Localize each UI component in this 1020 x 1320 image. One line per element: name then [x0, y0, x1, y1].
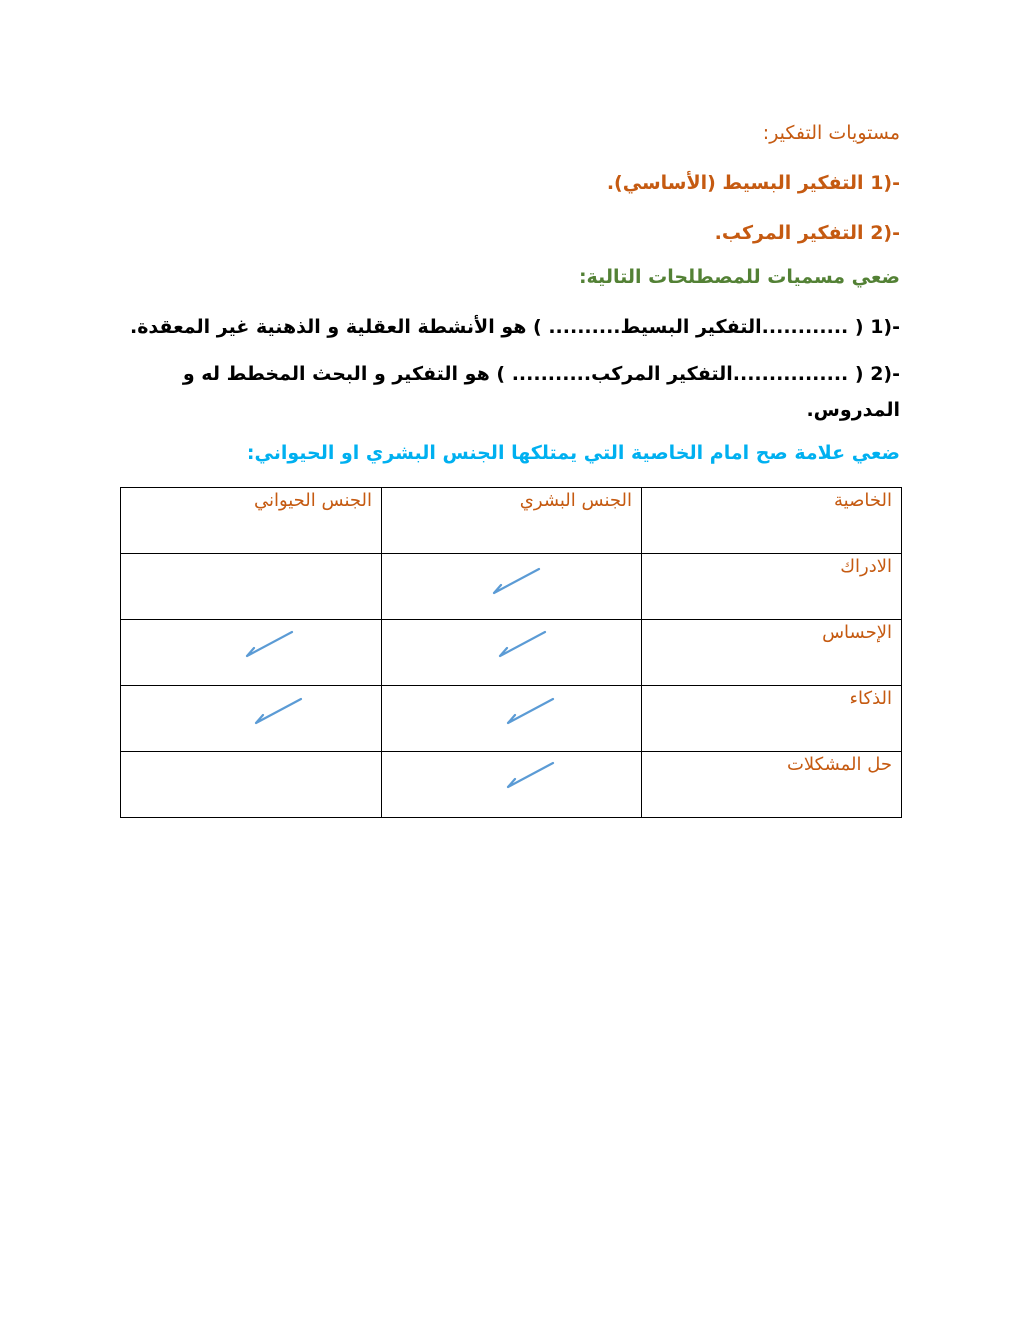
header-human: الجنس البشري [382, 488, 642, 554]
table-header-row [121, 488, 902, 554]
header-animal: الجنس الحيواني [121, 488, 382, 554]
property-cell: حل المشكلات [642, 752, 902, 818]
item-number: 2)- [870, 363, 900, 385]
section-heading: مستويات التفكير: [762, 122, 900, 144]
naming-item-2 [120, 356, 900, 428]
animal-cell [121, 554, 382, 620]
table-row [121, 620, 902, 686]
table-row [121, 554, 902, 620]
level-text: التفكير البسيط (الأساسي). [606, 172, 864, 194]
item-number: 1)- [870, 316, 900, 338]
table-row [121, 752, 902, 818]
property-cell: الادراك [642, 554, 902, 620]
item-answer: ( ................التفكير المركب........... ) [496, 363, 864, 385]
property-cell: الذكاء [642, 686, 902, 752]
header-property: الخاصية [642, 488, 902, 554]
traits-table [120, 487, 902, 818]
checkmark-icon [254, 696, 306, 731]
checkmark-icon [506, 696, 558, 731]
checkmark-icon [506, 760, 558, 795]
human-cell [382, 620, 642, 686]
human-cell [382, 752, 642, 818]
item-definition: هو التفكير و البحث المخطط له و المدروس. [182, 363, 900, 421]
level-item-1 [120, 170, 900, 196]
level-number: 2)- [870, 222, 900, 244]
animal-cell [121, 752, 382, 818]
checkmark-icon [498, 629, 550, 664]
level-number: 1)- [870, 172, 900, 194]
table-instruction: ضعي علامة صح امام الخاصية التي يمتلكها الجنس البشري او الحيواني: [246, 442, 900, 464]
property-cell: الإحساس [642, 620, 902, 686]
checkmark-icon [245, 629, 297, 664]
naming-item-1 [120, 314, 900, 340]
animal-cell [121, 686, 382, 752]
table-row [121, 686, 902, 752]
animal-cell [121, 620, 382, 686]
level-text: التفكير المركب. [714, 222, 864, 244]
checkmark-icon [492, 566, 544, 601]
level-item-2 [120, 220, 900, 246]
human-cell [382, 686, 642, 752]
naming-instruction: ضعي مسميات للمصطلحات التالية: [578, 266, 900, 288]
item-definition: هو الأنشطة العقلية و الذهنية غير المعقدة. [130, 316, 527, 338]
item-answer: ( ............التفكير البسيط.......... ) [533, 316, 864, 338]
human-cell [382, 554, 642, 620]
